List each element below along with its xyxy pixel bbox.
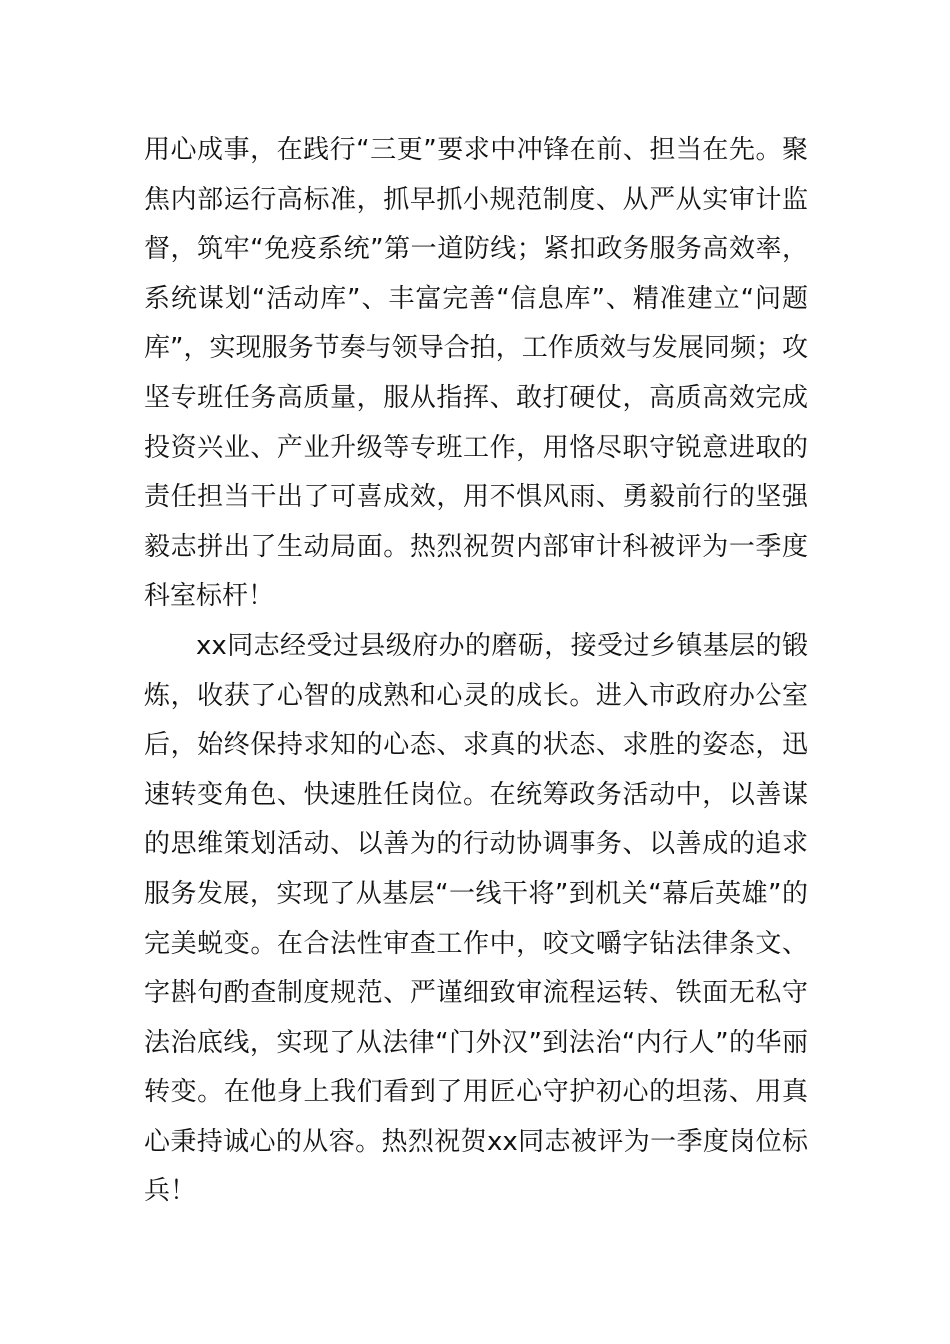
paragraph-department-commendation: 用心成事，在践行“三更”要求中冲锋在前、担当在先。聚焦内部运行高标准，抓早抓小规范制度、从严从实审计监督，筑牢“免疫系统”第一道防线；紧扣政务服务高效率，系统谋划“活动库”、丰富完善“信息库”、精准建立“问题库”，实现服务节奏与领导合拍，工作质效与发展同频；攻坚专班任务高质量，服从指挥、敢打硬仗，高质高效完成投资兴业、产业升级等专班工作，用恪尽职守锐意进取的责任担当干出了可喜成效，用不惧风雨、勇毅前行的坚强毅志拼出了生动局面。热烈祝贺内部审计科被评为一季度科室标杆！ [144, 135, 808, 612]
document-body [144, 126, 808, 1217]
paragraph-individual-commendation: xx同志经受过县级府办的磨砺，接受过乡镇基层的锻炼，收获了心智的成熟和心灵的成长。进入市政府办公室后，始终保持求知的心态、求真的状态、求胜的姿态，迅速转变角色、快速胜任岗位。在统筹政务活动中，以善谋的思维策划活动、以善为的行动协调事务、以善成的追求服务发展，实现了从基层“一线干将”到机关“幕后英雄”的完美蜕变。在合法性审查工作中，咬文嚼字钻法律条文、字斟句酌查制度规范、严谨细致审流程运转、铁面无私守法治底线，实现了从法律“门外汉”到法治“内行人”的华丽转变。在他身上我们看到了用匠心守护初心的坦荡、用真心秉持诚心的从容。热烈祝贺xx同志被评为一季度岗位标兵！ [144, 630, 808, 1207]
